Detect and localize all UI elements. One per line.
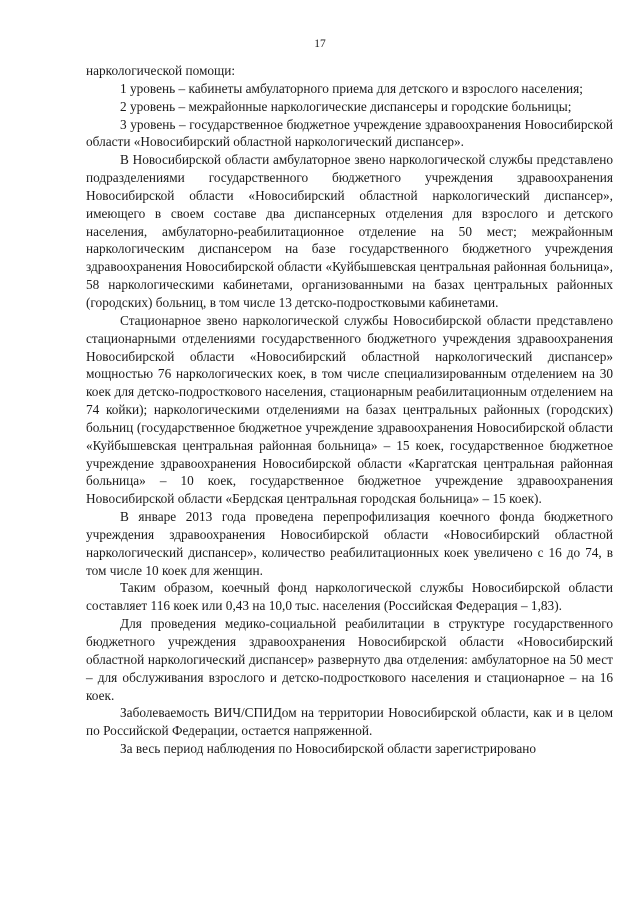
paragraph-inpatient: Стационарное звено наркологической службы Новосибирской области представлено стационарными отделениями государственного бюджетного учреждения здравоохранения Новосибирской области «Новосибирский областной наркологический диспансер» мощностью 76 наркологических коек, в том числе специализированным отделением на 30 коек для детско-подросткового населения, стационарным реабилитационным отделением на 74 койки); наркологическими отделениями на базах центральных районных (городских) больниц (государственное бюджетное учреждение здравоохранения Новосибирской области «Куйбышевская центральная районная больница» – 15 коек, государственное бюджетное учреждение здравоохранения Новосибирской области «Каргатская центральная районная больница» – 10 коек, государственное бюджетное учреждение здравоохранения Новосибирской области «Бердская центральная городская больница» – 15 коек). xyxy=(86,312,613,507)
paragraph-level-2: 2 уровень – межрайонные наркологические диспансеры и городские больницы; xyxy=(120,98,572,114)
page-number: 17 xyxy=(314,38,326,50)
paragraph-rehabilitation: Для проведения медико-социальной реабилитации в структуре государственного бюджетного учреждения здравоохранения Новосибирской области «Новосибирский областной наркологический диспансер» развернуто два отделения: амбулаторное на 50 мест – для обслуживания взрослого и детско-подросткового населения и стационарное – на 16 коек. xyxy=(86,616,613,703)
paragraph-outpatient: В Новосибирской области амбулаторное звено наркологической службы представлено подразделениями государственного бюджетного учреждения здравоохранения Новосибирской области «Новосибирский областной наркологический диспансер», имеющего в своем составе два диспансерных отделения для взрослого и детского населения, амбулаторно-реабилитационное отделение на 50 мест; межрайонным наркологическим диспансером на базе государственного бюджетного учреждения здравоохранения Новосибирской области «Куйбышевская центральная районная больница», 58 наркологическими кабинетами, организованными на базах центральных районных (городских) больниц, в том числе 13 детско-подростковыми кабинетами. xyxy=(86,152,613,310)
body-text xyxy=(86,62,613,758)
paragraph-hiv: Заболеваемость ВИЧ/СПИДом на территории Новосибирской области, как и в целом по Российской Федерации, остается напряженной. xyxy=(86,705,613,739)
paragraph-bed-fund: Таким образом, коечный фонд наркологической службы Новосибирской области составляет 116 коек или 0,43 на 10,0 тыс. населения (Российская Федерация – 1,83). xyxy=(86,580,613,614)
paragraph-reprofiling: В январе 2013 года проведена перепрофилизация коечного фонда бюджетного учреждения здравоохранения Новосибирской области «Новосибирский областной наркологический диспансер», количество реабилитационных коек увеличено с 16 до 74, в том числе 10 коек для женщин. xyxy=(86,509,613,578)
paragraph-level-3: 3 уровень – государственное бюджетное учреждение здравоохранения Новосибирской области «Новосибирский областной наркологический диспансер». xyxy=(86,116,613,150)
paragraph-level-1: 1 уровень – кабинеты амбулаторного приема для детского и взрослого населения; xyxy=(120,80,583,96)
paragraph-continuation: наркологической помощи: xyxy=(86,63,236,78)
paragraph-registered: За весь период наблюдения по Новосибирской области зарегистрировано xyxy=(120,741,537,757)
